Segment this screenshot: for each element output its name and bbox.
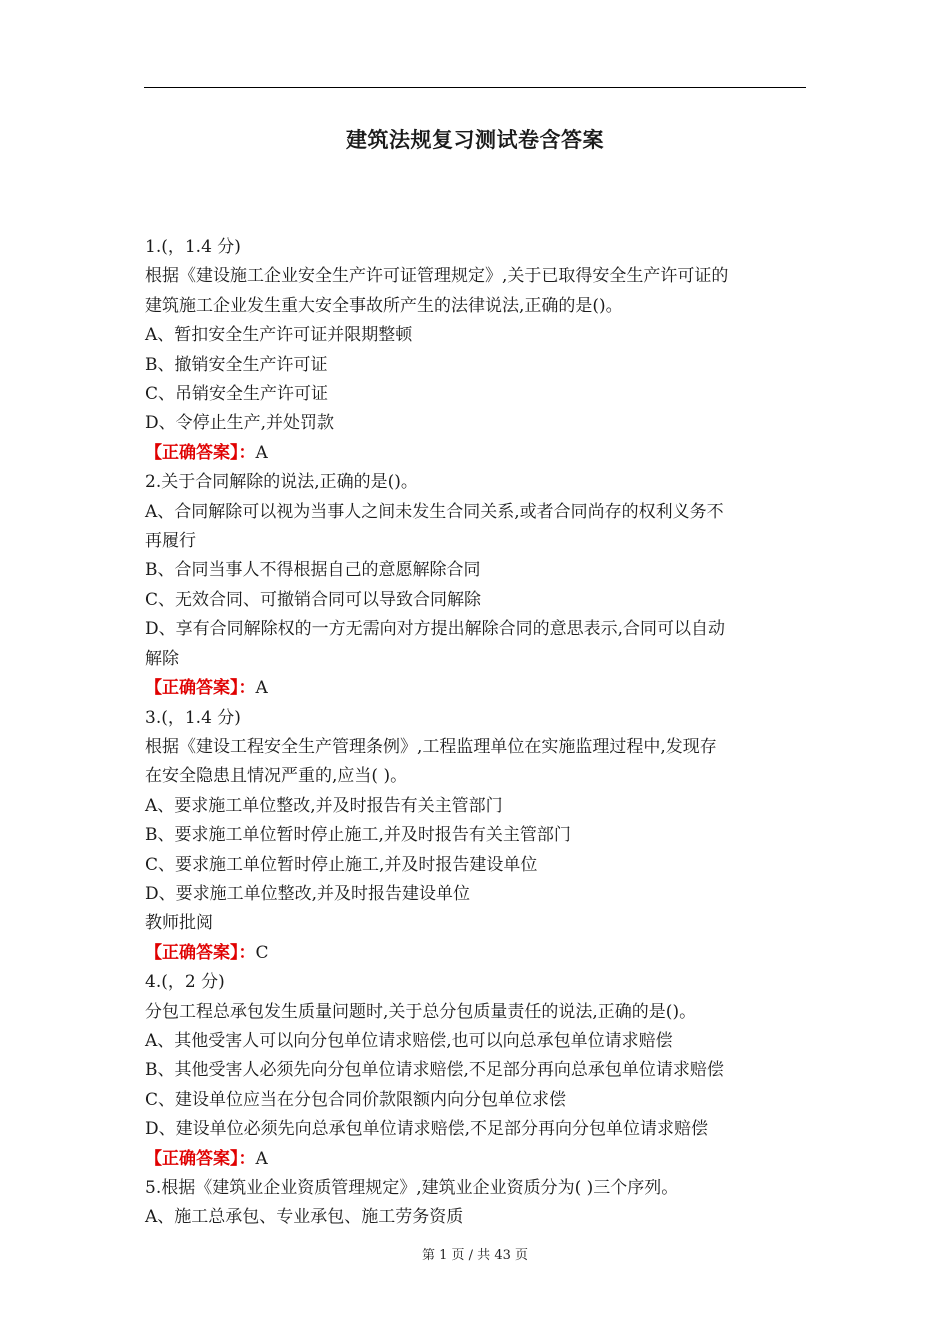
- question-text-line: 在安全隐患且情况严重的,应当( )。: [145, 766, 408, 787]
- option-d: D、建设单位必须先向总承包单位请求赔偿,不足部分再向分包单位请求赔偿: [145, 1119, 709, 1140]
- question-3: [145, 704, 810, 969]
- answer-value: A: [255, 678, 268, 699]
- option-c: C、建设单位应当在分包合同价款限额内向分包单位求偿: [145, 1089, 567, 1110]
- question-text-line: 3.(，1.4 分): [145, 707, 241, 728]
- option-a: A、暂扣安全生产许可证并限期整顿: [145, 325, 413, 346]
- question-4: [145, 968, 810, 1174]
- question-text-line: 4.(，2 分): [145, 972, 225, 993]
- option-b: B、撤销安全生产许可证: [145, 354, 328, 375]
- option-d: D、要求施工单位整改,并及时报告建设单位: [145, 883, 471, 904]
- option-d: D、享有合同解除权的一方无需向对方提出解除合同的意思表示,合同可以自动: [145, 619, 726, 640]
- question-text-line: 1.(，1.4 分): [145, 237, 241, 257]
- question-text-line: 根据《建设施工企业安全生产许可证管理规定》,关于已取得安全生产许可证的: [145, 266, 729, 287]
- answer-label: 【正确答案】：: [145, 1148, 256, 1169]
- question-text-line: 分包工程总承包发生质量问题时,关于总分包质量责任的说法,正确的是()。: [145, 1001, 697, 1022]
- question-text-line: 5.根据《建筑业企业资质管理规定》,建筑业企业资质分为( )三个序列。: [145, 1178, 679, 1198]
- answer-line: [145, 674, 810, 703]
- teacher-review-note: 教师批阅: [145, 913, 213, 934]
- page-footer: 第 1 页 / 共 43 页: [422, 1248, 528, 1263]
- option-a-continued: 再履行: [145, 531, 196, 552]
- answer-line: [145, 939, 810, 968]
- document-title: 建筑法规复习测试卷含答案: [346, 127, 604, 152]
- answer-value: A: [255, 442, 268, 463]
- question-text-line: 建筑施工企业发生重大安全事故所产生的法律说法,正确的是()。: [145, 295, 623, 316]
- option-a: A、合同解除可以视为当事人之间未发生合同关系,或者合同尚存的权利义务不: [145, 501, 724, 522]
- option-c: C、要求施工单位暂时停止施工,并及时报告建设单位: [145, 854, 538, 875]
- question-text-line: 2.关于合同解除的说法,正确的是()。: [145, 472, 418, 493]
- answer-line: [145, 1145, 810, 1174]
- answer-label: 【正确答案】：: [145, 678, 256, 699]
- question-list: [145, 233, 810, 1233]
- option-b: B、其他受害人必须先向分包单位请求赔偿,不足部分再向总承包单位请求赔偿: [145, 1060, 724, 1081]
- option-a: A、要求施工单位整改,并及时报告有关主管部门: [145, 795, 503, 816]
- answer-value: C: [255, 942, 269, 963]
- answer-label: 【正确答案】：: [145, 942, 256, 963]
- header-rule: [144, 87, 806, 88]
- answer-label: 【正确答案】：: [145, 442, 256, 463]
- answer-value: A: [255, 1148, 268, 1169]
- option-a: A、施工总承包、专业承包、施工劳务资质: [145, 1207, 464, 1228]
- option-c: C、无效合同、可撤销合同可以导致合同解除: [145, 589, 482, 610]
- option-d-continued: 解除: [145, 648, 179, 669]
- option-d: D、令停止生产,并处罚款: [145, 413, 335, 434]
- option-c: C、吊销安全生产许可证: [145, 384, 329, 405]
- question-1: [145, 233, 810, 468]
- answer-line: [145, 439, 810, 468]
- option-b: B、合同当事人不得根据自己的意愿解除合同: [145, 560, 481, 581]
- question-text-line: 根据《建设工程安全生产管理条例》,工程监理单位在实施监理过程中,发现存: [145, 736, 717, 757]
- question-5: [145, 1174, 810, 1233]
- question-2: [145, 468, 810, 703]
- option-a: A、其他受害人可以向分包单位请求赔偿,也可以向总承包单位请求赔偿: [145, 1030, 673, 1051]
- option-b: B、要求施工单位暂时停止施工,并及时报告有关主管部门: [145, 825, 571, 846]
